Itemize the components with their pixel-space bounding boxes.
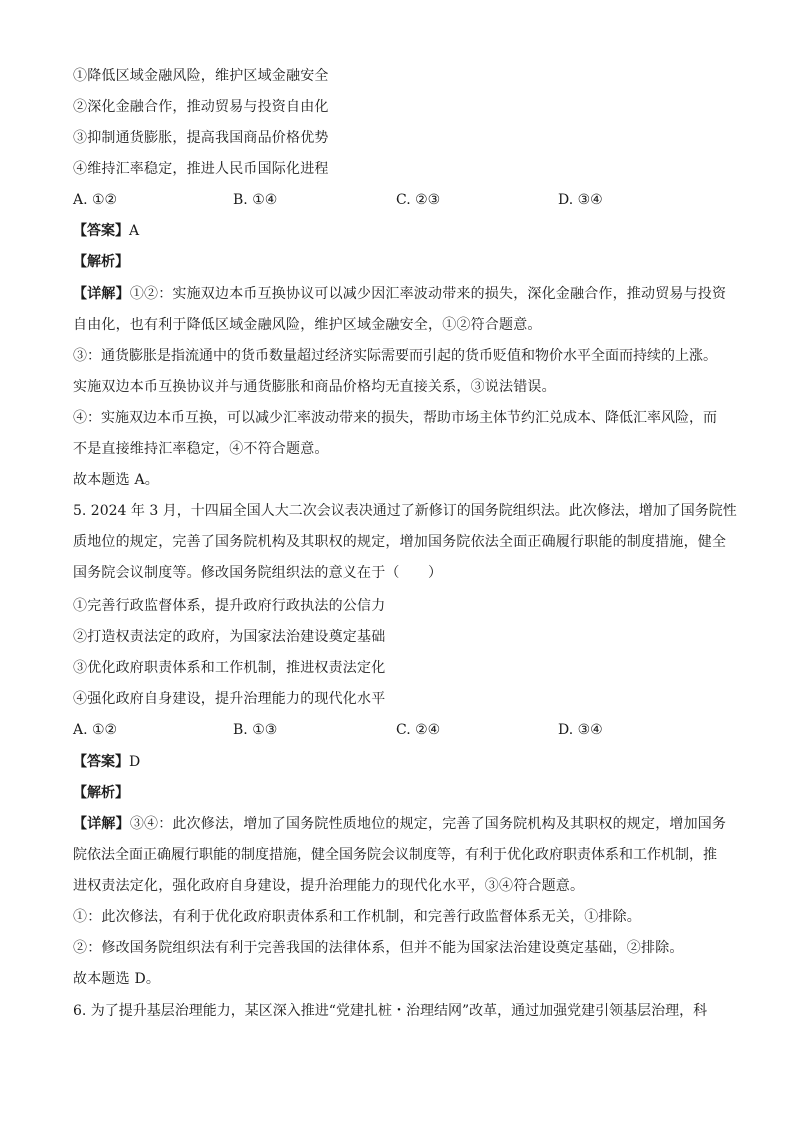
q4-answer <box>73 222 139 240</box>
q4-option-3: ③抑制通货膨胀，提高我国商品价格优势 <box>73 130 329 146</box>
q5-detail-1c: 进权责法定化，强化政府自身建设，提升治理能力的现代化水平，③④符合题意。 <box>73 878 585 894</box>
q4-choice-c: C. ②③ <box>396 192 441 208</box>
q5-choice-b: B. ①③ <box>233 722 278 738</box>
q4-detail-1b: 自由化，也有利于降低区域金融风险，维护区域金融安全，①②符合题意。 <box>73 317 542 333</box>
detail-text: ③④：此次修法，增加了国务院性质地位的规定，完善了国务院机构及其职权的规定，增加国务 <box>129 816 727 832</box>
q5-conclusion: 故本题选 D。 <box>73 971 161 987</box>
analysis-label: 【解析】 <box>73 254 129 270</box>
q5-detail-3: ②：修改国务院组织法有利于完善我国的法律体系，但并不能为国家法治建设奠定基础，②排除。 <box>73 940 684 956</box>
q4-detail-3b: 不是直接维持汇率稳定，④不符合题意。 <box>73 441 329 457</box>
answer-value: D <box>129 754 141 770</box>
answer-label: 【答案】 <box>73 223 129 239</box>
q4-detail-1a <box>73 285 726 303</box>
q5-stem-2: 质地位的规定，完善了国务院机构及其职权的规定，增加国务院依法全面正确履行职能的制度措施，健全 <box>73 534 727 550</box>
q4-analysis <box>73 253 129 271</box>
q4-detail-2a: ③：通货膨胀是指流通中的货币数量超过经济实际需要而引起的货币贬值和物价水平全面而持续的上涨。 <box>73 348 717 364</box>
q4-option-2: ②深化金融合作，推动贸易与投资自由化 <box>73 99 329 115</box>
q4-detail-3a: ④：实施双边本币互换，可以减少汇率波动带来的损失，帮助市场主体节约汇兑成本、降低汇率风险，而 <box>73 410 717 426</box>
q5-detail-1b: 院依法全面正确履行职能的制度措施，健全国务院会议制度等，有利于优化政府职责体系和工作机制，推 <box>73 847 717 863</box>
q5-choice-d: D. ③④ <box>558 722 603 738</box>
q4-option-4: ④维持汇率稳定，推进人民币国际化进程 <box>73 161 329 177</box>
q5-detail-2: ①：此次修法，有利于优化政府职责体系和工作机制，和完善行政监督体系无关，①排除。 <box>73 909 641 925</box>
q5-stem-1: 5. 2024 年 3 月，十四届全国人大二次会议表决通过了新修订的国务院组织法。此次修法，增加了国务院性 <box>73 503 737 519</box>
detail-label: 【详解】 <box>73 286 130 302</box>
q5-option-1: ①完善行政监督体系，提升政府行政执法的公信力 <box>73 598 386 614</box>
q5-analysis <box>73 784 129 802</box>
q4-choice-b: B. ①④ <box>233 192 278 208</box>
q6-stem-1: 6. 为了提升基层治理能力，某区深入推进“党建扎桩・治理结网”改革，通过加强党建引领基层治理，科 <box>73 1003 708 1019</box>
q4-option-1: ①降低区域金融风险，维护区域金融安全 <box>73 68 329 84</box>
q4-choice-a: A. ①② <box>73 192 118 208</box>
q5-option-4: ④强化政府自身建设，提升治理能力的现代化水平 <box>73 691 386 707</box>
q5-answer <box>73 753 140 771</box>
analysis-label: 【解析】 <box>73 785 129 801</box>
q4-detail-2b: 实施双边本币互换协议并与通货膨胀和商品价格均无直接关系，③说法错误。 <box>73 379 556 395</box>
q4-choice-d: D. ③④ <box>558 192 603 208</box>
q5-detail-1a <box>73 815 726 833</box>
answer-value: A <box>129 223 140 239</box>
q4-conclusion: 故本题选 A。 <box>73 472 159 488</box>
q5-choice-a: A. ①② <box>73 722 118 738</box>
q5-option-3: ③优化政府职责体系和工作机制，推进权责法定化 <box>73 660 386 676</box>
detail-label: 【详解】 <box>73 816 130 832</box>
q5-stem-3: 国务院会议制度等。修改国务院组织法的意义在于（ ） <box>73 565 443 581</box>
answer-label: 【答案】 <box>73 754 129 770</box>
q5-choice-c: C. ②④ <box>396 722 441 738</box>
q5-option-2: ②打造权责法定的政府，为国家法治建设奠定基础 <box>73 629 386 645</box>
detail-text: ①②：实施双边本币互换协议可以减少因汇率波动带来的损失，深化金融合作，推动贸易与投资 <box>129 286 727 302</box>
